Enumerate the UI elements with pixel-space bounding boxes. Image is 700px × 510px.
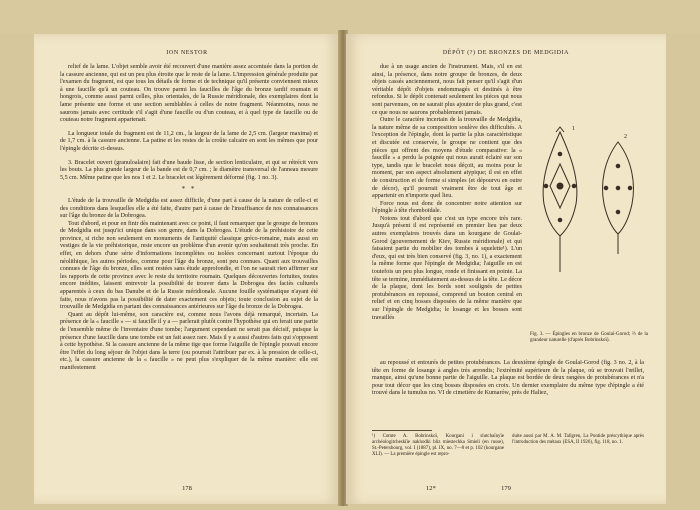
paragraph: La longueur totale du fragment est de 11,2 cm., la largeur de la lame de 2,5 cm. (largeur maxima) et de 1,7 cm. à la cassure ancienne. La patine et les restes de la croûte calcaire en sont les mêmes que pour l'épingle décrite ci-dessus. <box>60 130 318 152</box>
paragraph: au repoussé et entourés de petites protubérances. La deuxième épingle de Goulaï-Gorod (fig. 3 no. 2, à la tête en forme de losange à angles très arrondis; l'extrémité supérieure de la plaque, où se trouvait l'œillet, manque, ainsi qu'une bonne partie de l'aiguille. La plaque est bordée de deux rangées de protubérances et n'a pour tout décor que les cinq bosses disposées en croix. Un dernier exemplaire du même type d'épingle a été trouvé dans le tumulus no. VI de cimetière de Kumarów, près de Haliez, <box>372 360 644 397</box>
left-page-body <box>60 64 318 373</box>
paragraph: Outre le caractère incertain de la trouvaille de Medgidia, la nature même de sa composition soulève des difficultés. A l'exception de l'épingle, dont la partie la plus caractéristique et discutée est conservée, le groupe ne contient que des pièces qui offrent des moyens d'étude comparative: la « faucille » a perdu la poignée qui nous aurait éclairé sur son type, tandis que le bracelet nous déçoit, au moins pour le moment, par son aspect absolument atypique; il est en effet de construction et de forme si simples (et dépourvu en outre de décor), qu'il pourrait vraiment être de tout âge et appartenir en n'importe quel lieu. <box>372 117 522 200</box>
right-page-number: 179 <box>501 485 511 492</box>
section-separator: * * <box>181 185 197 194</box>
right-running-head: DÉPÔT (?) DE BRONZES DE MEDGIDIA <box>442 50 570 56</box>
left-page-number: 178 <box>182 485 192 492</box>
paragraph: L'étude de la trouvaille de Medgidia est assez difficile, d'une part à cause de la nature de celle-ci et des conditions dans lesquelles elle a été faite, d'autre part à cause de l'insuffisance de nos connaissances sur l'âge du bronze de la Dobrogea. <box>60 197 318 220</box>
paragraph: Quant au dépôt lui-même, son caractère est, comme nous l'avons déjà remarqué, incertain. La présence de la « faucille » — si faucille il y a — parlerait plutôt contre l'hypothèse qui en ferait une partie de l'ensemble même de l'inventaire d'une tombe; l'argument cependant ne serait pas décisif, puisque la présence d'une faucille dans une tombe est un fait assez rare. Mais il y a aussi d'autres faits qui s'opposent à cette hypothèse. Si la cassure ancienne de la même tige que forme l'aiguille de l'épingle pouvait encore être l'effet du long séjour de l'objet dans la terre (ou pourrait l'attribuer par ex. à la pression de celle-ci, etc.), la cassure ancienne de la « faucille » ne peut plus s'expliquer de la même manière: elle est manifestement <box>60 311 318 371</box>
book-top-edge <box>0 0 700 34</box>
figure-label-1: 1 <box>572 126 575 132</box>
footnote-1: ¹) Comte A. Bobrinskoï, Kourgani i slutchaïnyïe archéologitcheskiïe nakhodki bliz miestechka Smieli (en russe), St.-Petersbourg, vol. I (1887), pl. IX, no. 7—8 et p. 102 (kourgane XLI). — La première épingle est repro- <box>372 434 504 457</box>
paragraph: due à un usage ancien de l'instrument. Mais, s'il en est ainsi, la présence, dans notre groupe de bronzes, de deux objets cassés anciennement, nous fait penser qu'il s'agit d'un véritable dépôt d'objets endommagés et destinés à être refondus. Si le dépôt contenait seulement les pièces qui nous sont parvenues, on ne saurait plus ajouter de plus grand, c'est ce que nous ne saurons probablement jamais. <box>372 64 522 116</box>
pin-illustration-2 <box>603 142 634 254</box>
paragraph: relief de la lame. L'objet semble avoir été recouvert d'une manière assez accentuée dans la portion de la cassure ancienne, qui est un peu plus étroite que le reste de la lame. L'impression générale produite par l'examen du fragment, est que tous les détails de forme et de technique qu'il présente conviennent mieux à une faucille qu'à un couteau. On trouve parmi les faucilles de l'âge du bronze tardif roumain et hongrois, comme aussi parmi celles, plus orientales, de la Russie méridionale, des exemplaires dont la lame présente une forme et une section semblables à celles de notre fragment. Néanmoins, nous ne saurons jamais avec certitude s'il s'agit d'une faucille ou d'un couteau, et à quel type de faucille ou de couteau notre fragment appartenait. <box>60 64 318 124</box>
right-page-full-width-text <box>372 360 644 398</box>
paragraph: Force nous est donc de concentrer notre attention sur l'épingle à tête rhomboïdale. <box>372 200 522 215</box>
figure-label-2: 2 <box>624 134 627 140</box>
left-page <box>34 34 340 504</box>
pin-illustration-figure <box>530 124 650 274</box>
figure-caption: Fig. 3. — Épingles en bronze de Goulaï-Gorod; ⅔ de la grandeur naturelle (d'après Bobrinskoï). <box>530 332 648 344</box>
pin-illustration-1 <box>543 127 577 272</box>
footnote-1-continued: duite aussi par M. A. M. Tallgren, La Pontide préscythique après l'introduction des métaux (ESA, II 1926), fig. 118, no. 1. <box>512 434 644 445</box>
left-running-head: ION NESTOR <box>166 50 208 56</box>
printer-signature: 12* <box>426 485 436 492</box>
paragraph: Tout d'abord, et pour en finir dès maintenant avec ce point, il faut remarquer que le groupe de bronzes de Medgidia est jusqu'ici unique dans son genre, dans la Dobrogea. L'étude de la préhistoire de cette province, si riche non seulement en monuments de l'antiquité classique gréco-romaine, mais aussi en vestiges de la vie préhistorique, reste encore un problème d'un avenir qu'on souhaiterait très proche. En effet, en dehors d'une série d'informations incomplètes ou isolées concernant surtout l'époque du néolithique, les autres périodes, comme pour l'âge du bronze, sont peu connues. Quant aux trouvailles connues de l'âge du bronze, elles sont restées sans étude approfondie, et l'on ne saurait rien affirmer sur les rapports de cette province avec le reste du territoire roumain. Quelques découvertes fortuites, toutes encore inédites, laissent entrevoir la possibilité de trouver dans la Dobrogea des faciès culturels apparentés à ceux du bas Danube et de la Russie méridionale. Aucune fouille systématique n'ayant été faite, nous n'avons pas la possibilité de dater exactement ces objets; toute conclusion au sujet de la trouvaille de Medgidia en partant des connaissances antérieures sur l'âge du bronze de la Dobrogea. <box>60 220 318 311</box>
footnote-rule <box>372 430 432 431</box>
right-page <box>346 34 666 504</box>
paragraph: Notons tout d'abord que c'est un type encore très rare. Jusqu'à présent il est représenté en premier lieu par deux autres exemplaires trouvés dans un kourgane de Goulaï-Gorod (gouvernement de Kiev, Russie méridionale) et qui faisaient partie du mobilier des tombes à squelette¹). L'un d'eux, qui est très bien conservé (fig. 3, no. 1), a exactement la même forme que l'épingle de Medgidia; l'aiguille en est toutefois un peu plus longue, ronde et finissant en pointe. La tête se termine, immédiatement au-dessus de la tête. Le décor de la plaque, dont les bords sont soulignés de petites protubérances en repoussé, comprend un bouton central en relief et en cinq bosses disposées de la même manière que sur l'épingle de Medgidia; le losange et les bosses sont travaillés <box>372 215 522 321</box>
paragraph: 3. Bracelet ouvert (granuloalaire) fait d'une baude lisse, de section lenticulaire, et qui se rétrécit vers les bouts. La plus grande largeur de la bande est de 0,7 cm. ; le diamètre transversal de l'anneau mesure 5,5 cm. Même patine que les nos 1 et 2. Le bracelet est légèrement déformé (fig. 1 no. 3). <box>60 159 318 181</box>
right-page-column <box>372 64 522 322</box>
